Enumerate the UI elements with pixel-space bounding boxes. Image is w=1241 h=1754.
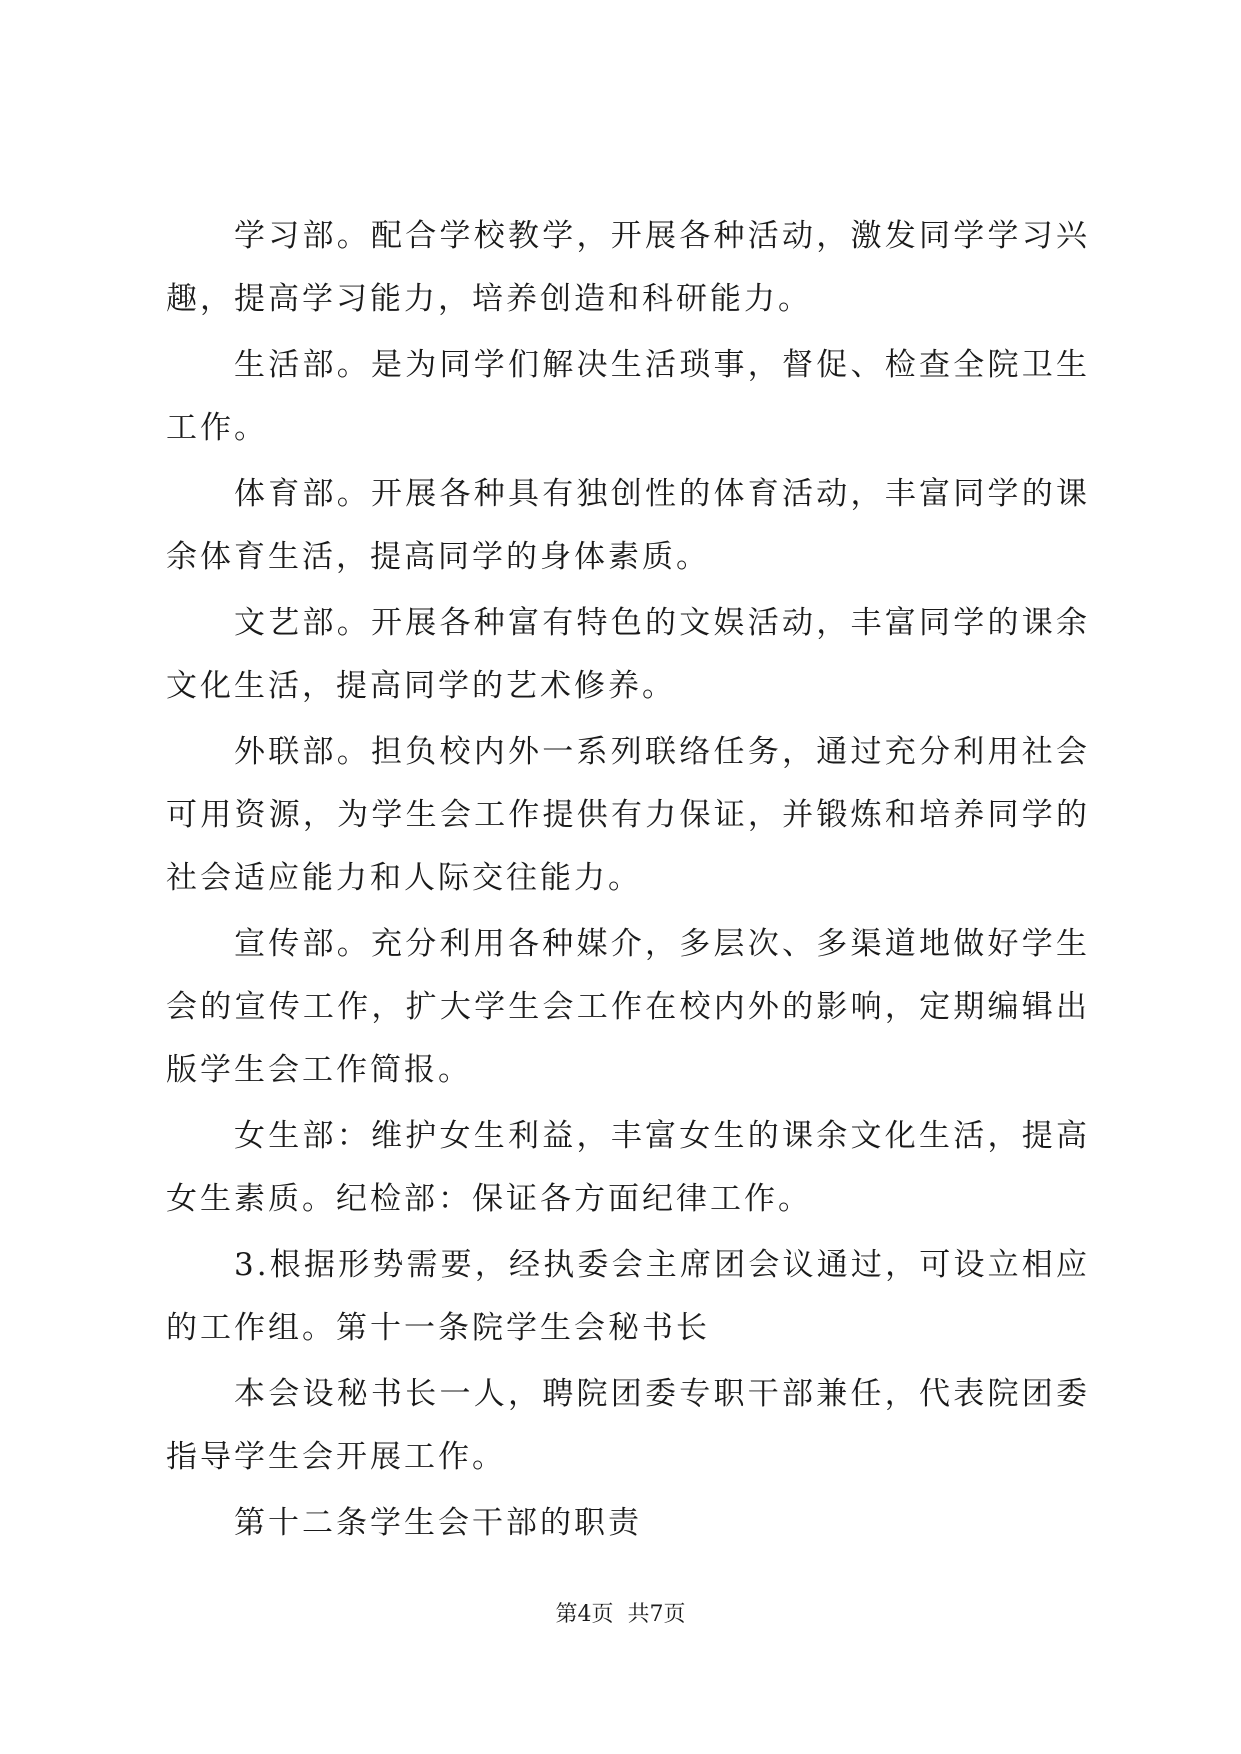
paragraph-secretary-general: 本会设秘书长一人，聘院团委专职干部兼任，代表院团委指导学生会开展工作。: [166, 1376, 1090, 1475]
paragraph-study-dept: 学习部。配合学校教学，开展各种活动，激发同学学习兴趣，提高学习能力，培养创造和科研能力。: [166, 218, 1090, 317]
paragraph-item-3: 3.根据形势需要，经执委会主席团会议通过，可设立相应的工作组。第十一条院学生会秘书长: [166, 1247, 1090, 1346]
paragraph-life-dept: 生活部。是为同学们解决生活琐事，督促、检查全院卫生工作。: [166, 347, 1090, 446]
paragraph-external-dept: 外联部。担负校内外一系列联络任务，通过充分利用社会可用资源，为学生会工作提供有力保证，并锻炼和培养同学的社会适应能力和人际交往能力。: [166, 734, 1090, 896]
page-footer: [0, 1600, 1241, 1630]
paragraph-female-dept: 女生部：维护女生利益，丰富女生的课余文化生活，提高女生素质。纪检部：保证各方面纪律工作。: [166, 1118, 1090, 1217]
page-number: 第4页: [555, 1602, 614, 1627]
paragraph-article-12-heading: 第十二条学生会干部的职责: [234, 1505, 642, 1541]
document-body: [166, 205, 1090, 1558]
page-total: 共7页: [627, 1602, 686, 1627]
paragraph-publicity-dept: 宣传部。充分利用各种媒介，多层次、多渠道地做好学生会的宣传工作，扩大学生会工作在校内外的影响，定期编辑出版学生会工作简报。: [166, 926, 1090, 1088]
paragraph-arts-dept: 文艺部。开展各种富有特色的文娱活动，丰富同学的课余文化生活，提高同学的艺术修养。: [166, 605, 1090, 704]
paragraph-sports-dept: 体育部。开展各种具有独创性的体育活动，丰富同学的课余体育生活，提高同学的身体素质。: [166, 476, 1090, 575]
